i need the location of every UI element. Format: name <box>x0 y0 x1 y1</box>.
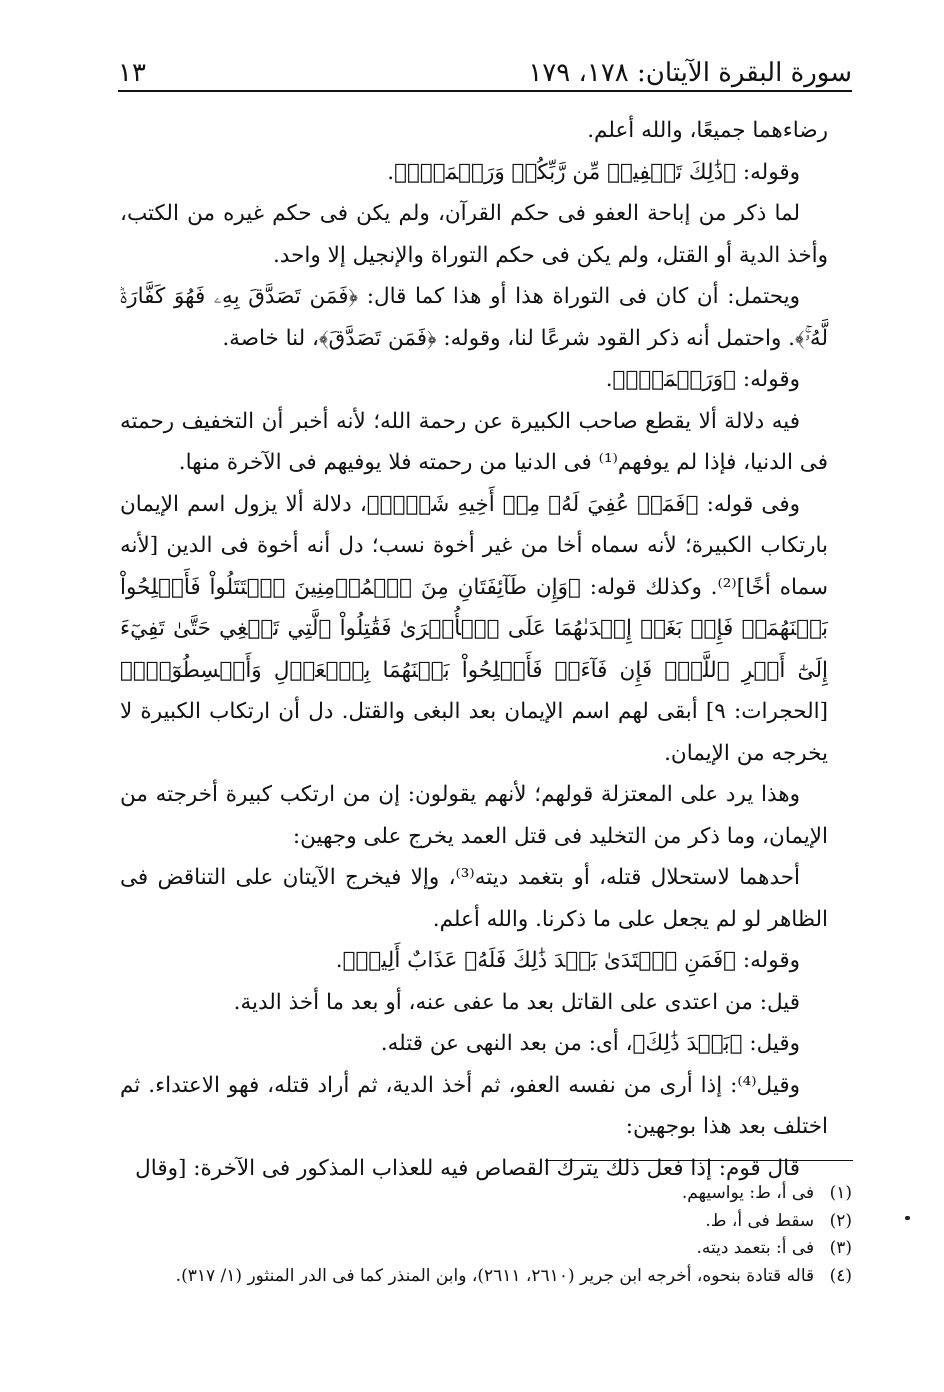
paragraph: قيل: من اعتدى على القاتل بعد ما عفى عنه، أو بعد ما أخذ الدية. <box>233 989 800 1015</box>
paragraph: وقوله: ﴿فَمَنِ ٱعۡتَدَىٰ بَعۡدَ ذَٰلِكَ فَلَهُۥ عَذَابٌ أَلِيمٞ﴾. <box>335 948 800 973</box>
footnote-1 <box>118 1180 852 1208</box>
paragraph: وفى قوله: ﴿فَمَنۡ عُفِيَ لَهُۥ مِنۡ أَخِيهِ شَيۡءٞ﴾، دلالة ألا يزول اسم الإيمان بارتكاب الكبيرة؛ لأنه سماه أخا من غير أخوة نسب؛ دل أنه أخوة فى الدين [لأنه سماه أخًا]⁽²⁾. وكذلك قوله: ﴿وَإِن طَآئِفَتَانِ مِنَ ٱلۡمُؤۡمِنِينَ ٱقۡتَتَلُواْ فَأَصۡلِحُواْ بَيۡنَهُمَاۖ فَإِنۢ بَغَتۡ إِحۡدَىٰهُمَا عَلَى ٱلۡأُخۡرَىٰ فَقَٰتِلُواْ ٱلَّتِي تَبۡغِي حَتَّىٰ تَفِيٓءَ إِلَىٰٓ أَمۡرِ ٱللَّهِۚ فَإِن فَآءَتۡ فَأَصۡلِحُواْ بَيۡنَهُمَا بِٱلۡعَدۡلِ وَأَقۡسِطُوٓاْۖ﴾ [الحجرات: ٩] أبقى لهم اسم الإيمان بعد البغى والقتل. دل أن ارتكاب الكبيرة لا يخرجه من الإيمان. <box>120 491 829 766</box>
scan-mark <box>905 1216 910 1220</box>
paragraph: وقيل: ﴿بَعۡدَ ذَٰلِكَ﴾، أى: من بعد النهى عن قتله. <box>380 1031 800 1056</box>
footnote-text: سقط فى أ، ط. <box>705 1210 815 1231</box>
paragraph: لما ذكر من إباحة العفو فى حكم القرآن، ولم يكن فى حكم غيره من الكتب، وأخذ الدية أو القتل، ولم يكن فى حكم التوراة والإنجيل إلا واحد. <box>120 201 828 268</box>
paragraph: أحدهما لاستحلال قتله، أو بتغمد ديته⁽³⁾، وإلا فيخرج الآيتان على التناقض فى الظاهر لو لم يجعل على ما ذكرنا. والله أعلم. <box>120 865 828 932</box>
paragraph: وقيل⁽⁴⁾: إذا أرى من نفسه العفو، ثم أخذ الدية، ثم أراد قتله، فهو الاعتداء. ثم اختلف بعد هذا بوجهين: <box>120 1072 828 1139</box>
footnote-text: فى أ، ط: يواسيهم. <box>681 1183 815 1203</box>
paragraph: قال قوم: إذا فعل ذلك يترك القصاص فيه للعذاب المذكور فى الآخرة: [وقال <box>135 1155 800 1181</box>
paragraph: وقوله: ﴿ذَٰلِكَ تَخۡفِيفٞ مِّن رَّبِّكُمۡ وَرَحۡمَةٞۗ﴾. <box>387 159 800 185</box>
footnote-4 <box>118 1263 852 1291</box>
running-head <box>118 40 852 86</box>
main-text <box>120 110 828 1189</box>
chapter-title: سورة البقرة الآيتان: ١٧٨، ١٧٩ <box>528 58 852 88</box>
footnote-number: (٣) <box>829 1238 852 1258</box>
footnote-text: قاله قتادة بنحوه، أخرجه ابن جرير (٢٦١٠، ٢٦١١)، وابن المنذر كما فى الدر المنثور (١/ ٣١٧). <box>175 1265 815 1286</box>
page-number: ١٣ <box>118 58 146 88</box>
footnote-rule <box>545 1160 853 1161</box>
paragraph: ويحتمل: أن كان فى التوراة هذا أو هذا كما قال: ﴿فَمَن تَصَدَّقَ بِهِۦ فَهُوَ كَفَّارَةٞ لَّهُۥۚ﴾. واحتمل أنه ذكر القود شرعًا لنا، وقوله: ﴿فَمَن تَصَدَّقَ﴾، لنا خاصة. <box>120 284 828 351</box>
footnote-number: (٤) <box>829 1265 852 1286</box>
footnote-number: (٢) <box>829 1210 852 1231</box>
footnote-number: (١) <box>829 1183 852 1203</box>
footnote-text: فى أ: بتعمد ديته. <box>696 1238 815 1258</box>
footnote-3 <box>118 1235 852 1263</box>
header-rule <box>118 90 852 92</box>
paragraph: وهذا يرد على المعتزلة قولهم؛ لأنهم يقولون: إن من ارتكب كبيرة أخرجته من الإيمان، وما ذكر من التخليد فى قتل العمد يخرج على وجهين: <box>120 782 828 849</box>
footnote-2 <box>118 1208 852 1236</box>
paragraph: وقوله: ﴿وَرَحۡمَةٞۗ﴾. <box>605 367 800 392</box>
footnotes <box>118 1180 852 1290</box>
paragraph: رضاءهما جميعًا، والله أعلم. <box>587 118 828 143</box>
paragraph: فيه دلالة ألا يقطع صاحب الكبيرة عن رحمة الله؛ لأنه أخبر أن التخفيف رحمته فى الدنيا، فإذا لم يوفهم⁽¹⁾ فى الدنيا من رحمته فلا يوفيهم فى الآخرة منها. <box>120 408 828 475</box>
